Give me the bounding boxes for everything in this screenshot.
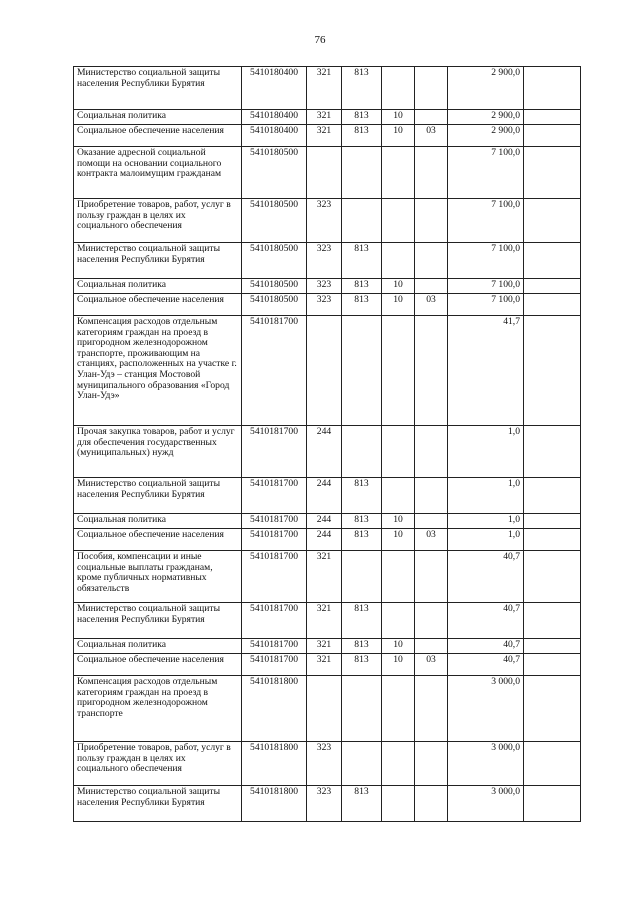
code-cell: 5410180400: [242, 67, 307, 110]
name-cell: Прочая закупка товаров, работ и услуг для обеспечения государственных (муниципальных) нужд: [74, 426, 242, 478]
code-cell: 5410180500: [242, 243, 307, 279]
subsection-cell: [415, 243, 448, 279]
code-cell: 5410180500: [242, 294, 307, 316]
code-cell: 5410181700: [242, 529, 307, 551]
name-cell: Министерство социальной защиты населения Республики Бурятия: [74, 478, 242, 514]
name-cell: Министерство социальной защиты населения Республики Бурятия: [74, 603, 242, 639]
expense-type-cell: 323: [307, 742, 342, 786]
blank-cell: [524, 147, 581, 199]
admin-code-cell: 813: [342, 603, 382, 639]
name-cell: Социальное обеспечение населения: [74, 529, 242, 551]
blank-cell: [524, 478, 581, 514]
name-cell: Социальное обеспечение населения: [74, 125, 242, 147]
amount-cell: 7 100,0: [448, 147, 524, 199]
name-cell: Приобретение товаров, работ, услуг в пользу граждан в целях их социального обеспечения: [74, 199, 242, 243]
name-cell: Министерство социальной защиты населения Республики Бурятия: [74, 243, 242, 279]
amount-cell: 1,0: [448, 478, 524, 514]
table-row: [74, 742, 581, 786]
section-cell: [382, 478, 415, 514]
section-cell: 10: [382, 279, 415, 294]
name-cell: Компенсация расходов отдельным категориям граждан на проезд в пригородном железнодорожном транспорте: [74, 676, 242, 742]
section-cell: [382, 67, 415, 110]
expense-type-cell: [307, 676, 342, 742]
code-cell: 5410181800: [242, 786, 307, 822]
subsection-cell: [415, 199, 448, 243]
blank-cell: [524, 603, 581, 639]
expense-type-cell: 321: [307, 110, 342, 125]
blank-cell: [524, 786, 581, 822]
code-cell: 5410180400: [242, 110, 307, 125]
name-cell: Социальное обеспечение населения: [74, 294, 242, 316]
table-row: [74, 110, 581, 125]
name-cell: Социальная политика: [74, 110, 242, 125]
subsection-cell: 03: [415, 294, 448, 316]
amount-cell: 2 900,0: [448, 110, 524, 125]
code-cell: 5410180500: [242, 199, 307, 243]
table-row: [74, 603, 581, 639]
admin-code-cell: 813: [342, 786, 382, 822]
budget-table-body: [74, 67, 581, 822]
blank-cell: [524, 125, 581, 147]
subsection-cell: [415, 316, 448, 426]
expense-type-cell: 323: [307, 786, 342, 822]
name-cell: Социальная политика: [74, 514, 242, 529]
blank-cell: [524, 279, 581, 294]
amount-cell: 40,7: [448, 551, 524, 603]
table-row: [74, 654, 581, 676]
admin-code-cell: 813: [342, 67, 382, 110]
expense-type-cell: 323: [307, 199, 342, 243]
budget-table: [73, 66, 581, 822]
expense-type-cell: 323: [307, 243, 342, 279]
code-cell: 5410181700: [242, 426, 307, 478]
section-cell: 10: [382, 110, 415, 125]
code-cell: 5410181700: [242, 639, 307, 654]
blank-cell: [524, 243, 581, 279]
blank-cell: [524, 551, 581, 603]
section-cell: 10: [382, 294, 415, 316]
expense-type-cell: 244: [307, 529, 342, 551]
section-cell: 10: [382, 125, 415, 147]
expense-type-cell: 323: [307, 279, 342, 294]
blank-cell: [524, 110, 581, 125]
amount-cell: 40,7: [448, 603, 524, 639]
section-cell: 10: [382, 514, 415, 529]
amount-cell: 3 000,0: [448, 676, 524, 742]
subsection-cell: [415, 279, 448, 294]
amount-cell: 1,0: [448, 514, 524, 529]
section-cell: 10: [382, 529, 415, 551]
subsection-cell: [415, 110, 448, 125]
code-cell: 5410181700: [242, 551, 307, 603]
subsection-cell: [415, 478, 448, 514]
amount-cell: 7 100,0: [448, 243, 524, 279]
code-cell: 5410181800: [242, 676, 307, 742]
subsection-cell: [415, 551, 448, 603]
admin-code-cell: 813: [342, 529, 382, 551]
section-cell: [382, 551, 415, 603]
code-cell: 5410181700: [242, 603, 307, 639]
subsection-cell: [415, 147, 448, 199]
amount-cell: 1,0: [448, 529, 524, 551]
code-cell: 5410181700: [242, 514, 307, 529]
expense-type-cell: 323: [307, 294, 342, 316]
admin-code-cell: 813: [342, 125, 382, 147]
subsection-cell: [415, 603, 448, 639]
blank-cell: [524, 426, 581, 478]
expense-type-cell: 321: [307, 603, 342, 639]
section-cell: 10: [382, 654, 415, 676]
blank-cell: [524, 294, 581, 316]
expense-type-cell: 244: [307, 426, 342, 478]
code-cell: 5410181700: [242, 316, 307, 426]
amount-cell: 41,7: [448, 316, 524, 426]
code-cell: 5410180500: [242, 147, 307, 199]
admin-code-cell: [342, 199, 382, 243]
name-cell: Социальная политика: [74, 639, 242, 654]
section-cell: [382, 316, 415, 426]
table-row: [74, 199, 581, 243]
table-row: [74, 316, 581, 426]
amount-cell: 1,0: [448, 426, 524, 478]
table-row: [74, 279, 581, 294]
expense-type-cell: 321: [307, 67, 342, 110]
expense-type-cell: 244: [307, 478, 342, 514]
admin-code-cell: 813: [342, 639, 382, 654]
amount-cell: 7 100,0: [448, 294, 524, 316]
blank-cell: [524, 199, 581, 243]
subsection-cell: [415, 676, 448, 742]
subsection-cell: [415, 786, 448, 822]
subsection-cell: [415, 742, 448, 786]
admin-code-cell: 813: [342, 294, 382, 316]
amount-cell: 2 900,0: [448, 67, 524, 110]
section-cell: [382, 603, 415, 639]
expense-type-cell: 321: [307, 125, 342, 147]
admin-code-cell: 813: [342, 654, 382, 676]
subsection-cell: 03: [415, 529, 448, 551]
expense-type-cell: [307, 147, 342, 199]
code-cell: 5410181700: [242, 654, 307, 676]
admin-code-cell: 813: [342, 279, 382, 294]
amount-cell: 40,7: [448, 654, 524, 676]
blank-cell: [524, 676, 581, 742]
expense-type-cell: 321: [307, 639, 342, 654]
table-row: [74, 426, 581, 478]
table-row: [74, 676, 581, 742]
admin-code-cell: [342, 742, 382, 786]
table-row: [74, 639, 581, 654]
table-row: [74, 514, 581, 529]
admin-code-cell: 813: [342, 243, 382, 279]
code-cell: 5410181700: [242, 478, 307, 514]
name-cell: Пособия, компенсации и иные социальные выплаты гражданам, кроме публичных нормативных обязательств: [74, 551, 242, 603]
table-row: [74, 551, 581, 603]
table-row: [74, 147, 581, 199]
amount-cell: 3 000,0: [448, 786, 524, 822]
subsection-cell: 03: [415, 654, 448, 676]
admin-code-cell: 813: [342, 514, 382, 529]
page-number: 76: [314, 34, 326, 46]
section-cell: [382, 199, 415, 243]
section-cell: [382, 786, 415, 822]
admin-code-cell: [342, 147, 382, 199]
admin-code-cell: [342, 426, 382, 478]
admin-code-cell: 813: [342, 110, 382, 125]
amount-cell: 7 100,0: [448, 279, 524, 294]
name-cell: Компенсация расходов отдельным категориям граждан на проезд в пригородном железнодорожном транспорте, проживающим на станциях, расположенных на участке г. Улан-Удэ – станция Мостовой муниципального образования «Город Улан-Удэ»: [74, 316, 242, 426]
table-row: [74, 478, 581, 514]
name-cell: Министерство социальной защиты населения Республики Бурятия: [74, 67, 242, 110]
name-cell: Оказание адресной социальной помощи на основании социального контракта малоимущим гражданам: [74, 147, 242, 199]
section-cell: 10: [382, 639, 415, 654]
name-cell: Приобретение товаров, работ, услуг в пользу граждан в целях их социального обеспечения: [74, 742, 242, 786]
section-cell: [382, 742, 415, 786]
admin-code-cell: 813: [342, 478, 382, 514]
section-cell: [382, 147, 415, 199]
table-row: [74, 529, 581, 551]
subsection-cell: [415, 67, 448, 110]
code-cell: 5410181800: [242, 742, 307, 786]
subsection-cell: [415, 514, 448, 529]
section-cell: [382, 243, 415, 279]
blank-cell: [524, 529, 581, 551]
expense-type-cell: 321: [307, 551, 342, 603]
expense-type-cell: 321: [307, 654, 342, 676]
amount-cell: 3 000,0: [448, 742, 524, 786]
blank-cell: [524, 639, 581, 654]
section-cell: [382, 676, 415, 742]
expense-type-cell: [307, 316, 342, 426]
name-cell: Социальная политика: [74, 279, 242, 294]
blank-cell: [524, 742, 581, 786]
name-cell: Министерство социальной защиты населения Республики Бурятия: [74, 786, 242, 822]
amount-cell: 7 100,0: [448, 199, 524, 243]
admin-code-cell: [342, 676, 382, 742]
table-row: [74, 67, 581, 110]
subsection-cell: [415, 639, 448, 654]
section-cell: [382, 426, 415, 478]
amount-cell: 2 900,0: [448, 125, 524, 147]
expense-type-cell: 244: [307, 514, 342, 529]
table-row: [74, 243, 581, 279]
table-row: [74, 294, 581, 316]
admin-code-cell: [342, 551, 382, 603]
table-row: [74, 125, 581, 147]
blank-cell: [524, 654, 581, 676]
blank-cell: [524, 316, 581, 426]
amount-cell: 40,7: [448, 639, 524, 654]
code-cell: 5410180500: [242, 279, 307, 294]
table-row: [74, 786, 581, 822]
blank-cell: [524, 514, 581, 529]
subsection-cell: [415, 426, 448, 478]
code-cell: 5410180400: [242, 125, 307, 147]
admin-code-cell: [342, 316, 382, 426]
blank-cell: [524, 67, 581, 110]
subsection-cell: 03: [415, 125, 448, 147]
name-cell: Социальное обеспечение населения: [74, 654, 242, 676]
